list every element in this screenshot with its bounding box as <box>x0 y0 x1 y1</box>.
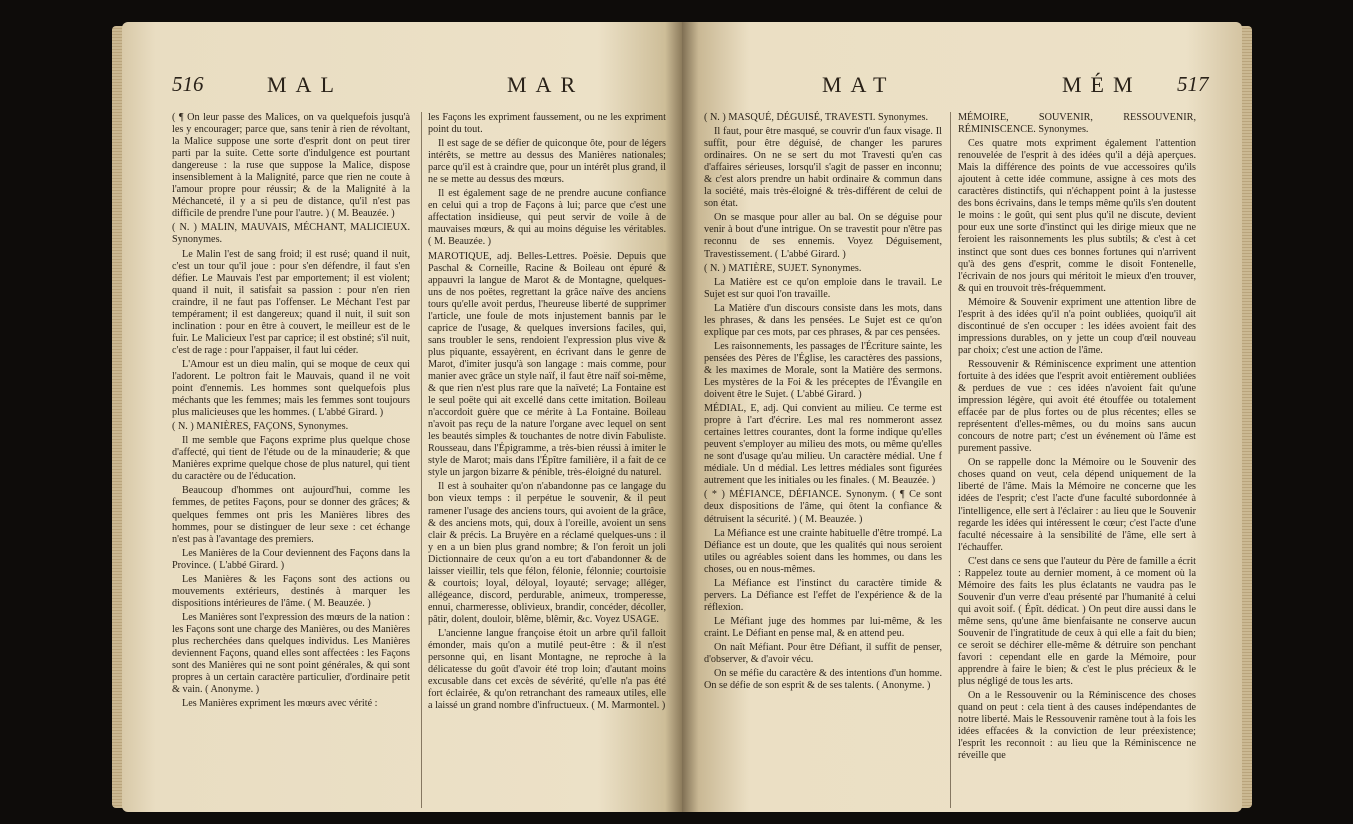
body-paragraph: C'est dans ce sens que l'auteur du Père de famille a écrit : Rappelez toute au dernier moment, à ce moment où la Mémoire des faits les plus éclatants ne vaudra pas le Souvenir d'un verre d'eau présenté par l'humanité à celui qui avoit soif. ( Épît. dédicat. ) On peut dire aussi dans le même sens, qu'une âme bienfaisante ne conserve aucun Souvenir de l'ingratitude de ceux à qui elle a fait du bien; ce seroit se déchirer elle-même & détruire son penchant favori : cependant elle en garde la Mémoire, pour apprendre à faire le bien; & c'est le plus précieux & le plus négligé de tous les arts. <box>958 555 1196 688</box>
column-rule <box>950 112 951 808</box>
entry-heading-paragraph: les Façons les expriment faussement, ou ne les expriment point du tout. <box>428 112 666 136</box>
page-number: 517 <box>1177 72 1209 96</box>
right-page-header <box>682 72 1242 108</box>
left-page-column-2 <box>428 112 666 714</box>
entry-heading-paragraph: ( N. ) MALIN, MAUVAIS, MÉCHANT, MALICIEUX. Synonymes. <box>172 222 410 246</box>
left-page-column-1 <box>172 112 410 712</box>
entry-heading-paragraph: MÉMOIRE, SOUVENIR, RESSOUVENIR, RÉMINISCENCE. Synonymes. <box>958 112 1196 136</box>
entry-heading-paragraph: ( N. ) MATIÈRE, SUJET. Synonymes. <box>704 262 862 274</box>
body-paragraph: Les Manières de la Cour deviennent des Façons dans la Province. ( L'abbé Girard. ) <box>172 547 410 571</box>
body-paragraph: On se masque pour aller au bal. On se déguise pour venir à bout d'une intrigue. On se travestit pour n'être pas reconnu de ses ennemis. Voyez Déguisement, Travestissement. ( L'abbé Girard. ) <box>704 212 942 260</box>
body-paragraph: L'Amour est un dieu malin, qui se moque de ceux qui l'adorent. Le poltron fait le Mauvais, quand il ne voit point d'ennemis. Les hommes sont quelquefois plus méchants que les femmes; mais les femmes sont toujours plus malicieuses que les hommes. ( L'abbé Girard. ) <box>172 358 410 419</box>
right-page-column-2 <box>958 112 1196 764</box>
body-paragraph: Beaucoup d'hommes ont aujourd'hui, comme les femmes, de petites Façons, pour se donner des grâces; & quelques femmes ont pris les Manières libres des hommes, pour se distinguer de leur sexe : cet échange n'est pas à l'avantage des premiers. <box>172 485 410 545</box>
body-paragraph: Ressouvenir & Réminiscence expriment une attention fortuite à des idées que l'esprit avoit entièrement oubliées & perdues de vue : ces idées n'avoient fait qu'une impression légère, qui avoit été étouffée ou totalement effacée par de plus fortes ou de plus récentes; elles se représentent d'elles-mêmes, ou du moins sans aucun concours de notre part; c'est un événement où l'âme est purement passive. <box>958 358 1196 455</box>
right-page <box>682 22 1242 812</box>
body-paragraph: Les Manières sont l'expression des mœurs de la nation : les Façons sont une charge des Manières, ou des Manières plus recherchées dans quelques individus. Les Manières deviennent Façons, quand elles sont affectées : les Façons sont des Manières qui ne sont point générales, & qui sont propres à un certain caractère particulier, d'ordinaire petit & vain. ( Anonyme. ) <box>172 611 410 696</box>
body-paragraph: Ces quatre mots expriment également l'attention renouvelée de l'esprit à des idées qu'il a déjà aperçues. Mais la différence des points de vue accessoires qu'ils ajoutent à cette idée commune, assigne à ces mots des caractères distinctifs, qui n'échappent point à la justesse des bons écrivains, dans le temps même qu'ils s'en doutent le moins : le goût, qui sent plus qu'il ne discute, devient pour eux une sorte d'instinct qui les dirige mieux que ne feroient les raisonnements les plus subtils; & c'est à cet instinct que sont dues ces bonnes fortunes qui n'arrivent qu'à des gens d'esprit, comme le disoit Fontenelle, l'écrivain de nos jours qui méritoit le mieux d'en trouver, & qui en trouvoit très-fréquemment. <box>958 138 1196 294</box>
entry-heading-paragraph: ( N. ) MANIÈRES, FAÇONS, Synonymes. <box>172 421 349 433</box>
body-paragraph: Le Méfiant juge des hommes par lui-même, & les craint. Le Défiant en pense mal, & en attend peu. <box>704 615 942 639</box>
body-paragraph: Les Manières & les Façons sont des actions ou mouvements extérieurs, destinés à marquer les dispositions intérieures de l'âme. ( M. Beauzée. ) <box>172 573 410 609</box>
running-head-right: MAR <box>507 72 585 97</box>
body-paragraph: L'ancienne langue françoise étoit un arbre qu'il falloit émonder, mais qu'on a mutilé peut-être : & il n'est personne qui, en lisant Montagne, ne reproche à la délicatesse du goût d'avoir été trop loin; d'autant moins excusable dans cet excès de sévérité, qu'elle n'a pas été fort éclairée, & qu'on retranchant des rameaux utiles, elle a laissé un grand nombre d'infructueux. ( M. Marmontel. ) <box>428 627 666 712</box>
body-paragraph: Il me semble que Façons exprime plus quelque chose d'affecté, qui tient de l'étude ou de la minauderie; & que Manières exprime quelque chose de plus naturel, qui tient du caractère ou de l'éducation. <box>172 435 410 483</box>
entry-heading-paragraph: ( N. ) MASQUÉ, DÉGUISÉ, TRAVESTI. Synonymes. <box>704 112 929 123</box>
right-page-column-1 <box>704 112 942 694</box>
page-number: 516 <box>172 72 204 96</box>
body-paragraph: Il faut, pour être masqué, se couvrir d'un faux visage. Il suffit, pour être déguisé, de changer les parures ordinaires. On ne se sert du mot Travesti qu'en cas d'affaires sérieuses, lorsqu'il s'agit de passer en inconnu; & c'est alors prendre un habit ordinaire & commun dans la société, mais très-éloigné & très-différent de celui de son état. <box>704 126 942 210</box>
running-head-left: MAL <box>267 72 343 97</box>
body-paragraph: Il est sage de se défier de quiconque ôte, pour de légers intérêts, se mettre au dessus des Manières nationales; parce qu'il est à craindre que, pour un intérêt plus grand, il ne se mette au dessus des mœurs. <box>428 138 666 186</box>
body-paragraph: On se rappelle donc la Mémoire ou le Souvenir des choses quand on veut, cela dépend uniquement de la liberté de l'âme. Mais la Mémoire ne concerne que les idées de l'esprit; c'est l'acte d'une faculté subordonnée à l'intelligence, elle sert à l'éclairer : au lieu que le Souvenir regarde les idées qui intéressent le cœur; c'est l'acte d'une faculté nécessaire à la sensibilité de l'âme, elle sert à l'échauffer. <box>958 457 1196 553</box>
running-head-left: MAT <box>822 72 896 97</box>
running-head-right: MÉM <box>1062 72 1142 97</box>
left-page-header <box>122 72 682 108</box>
column-rule <box>421 112 422 808</box>
body-paragraph: Il est également sage de ne prendre aucune confiance en celui qui a trop de Façons à lui; parce que c'est une affectation insidieuse, qui peut servir de voile à de mauvaises mœurs, & qui au moins déguise les véritables. ( M. Beauzée. ) <box>428 188 666 248</box>
body-paragraph: On naît Méfiant. Pour être Défiant, il suffit de penser, d'observer, & d'avoir vécu. <box>704 641 942 666</box>
body-paragraph: Les Manières expriment les mœurs avec vérité : <box>182 698 378 710</box>
body-paragraph: On a le Ressouvenir ou la Réminiscence des choses quand on peut : cela tient à des causes indépendantes de notre liberté. Mais le Ressouvenir ramène tout à la fois les idées effacées & la conviction de leur préexistence; l'esprit les reconnoit : au lieu que la Réminiscence ne réveille que <box>958 690 1196 762</box>
left-page <box>122 22 682 812</box>
body-paragraph: Les raisonnements, les passages de l'Écriture sainte, les pensées des Pères de l'Église, les caractères des passions, & les maximes de Morale, sont la Matière des sermons. Les mystères de la Foi & les préceptes de l'Évangile en doivent être le Sujet. ( L'abbé Girard. ) <box>704 340 942 401</box>
entry-heading-paragraph: ( * ) MÉFIANCE, DÉFIANCE. Synonym. ( ¶ Ce sont deux dispositions de l'âme, qui ôtent la confiance & détruisent la sécurité. ) ( M. Beauzée. ) <box>704 489 942 525</box>
body-paragraph: Il est à souhaiter qu'on n'abandonne pas ce langage du bon vieux temps : il perpétue le souvenir, & il peut ramener l'usage des anciens tours, qui avoient de la grâce, & des anciens mots, qui, doux à l'oreille, avoient un sens clair & précis. La Bruyère en a réclamé quelques-uns : il y en a un bien plus grand nombre; & l'on feroit un joli Dictionnaire de ceux qu'on a eu tort d'abandonner & de laisser vieillir, tels que félon, félonie, félonnie; courtoisie & courtois; loyal, déloyal, loyauté; servage; alléger, allégeance, discord, perdurable, animeux, tromperesse, ennui, charmeresse, oblivieux, brandir, concéder, décoller, pâtir, dolent, douloir, blême, blêmir, &c. Voyez USAGE. <box>428 481 666 625</box>
body-paragraph: On se méfie du caractère & des intentions d'un homme. On se défie de son esprit & de ses talents. ( Anonyme. ) <box>704 668 942 692</box>
entry-heading-paragraph: ( ¶ On leur passe des Malices, on va quelquefois jusqu'à les y encourager; parce que, sans tenir à rien de révoltant, la Malice suppose une sorte d'esprit dont on peut tirer parti par la suite. Cette sorte d'indulgence est pourtant dangereuse : la ruse que suppose la Malice, dispose insensiblement à la Malignité, parce que rien ne coute à l'amour propre pour réussir; & de la Malignité à la Méchanceté, il y a si peu de distance, qu'il n'est pas difficile de prendre l'une pour l'autre. ) ( M. Beauzée. ) <box>172 112 410 220</box>
body-paragraph: Mémoire & Souvenir expriment une attention libre de l'esprit à des idées qu'il n'a point oubliées, quoiqu'il ait discontinué de s'en occuper : les idées avoient fait des impressions durables, on y jette un coup d'œil nouveau par choix; c'est une action de l'âme. <box>958 296 1196 356</box>
body-paragraph: Le Malin l'est de sang froid; il est rusé; quand il nuit, c'est un tour qu'il joue : pour s'en défendre, il faut s'en défier. Le Mauvais l'est par emportement; il est violent; quand il nuit, il satisfait sa passion : pour n'en rien craindre, il ne faut pas l'offenser. Le Méchant l'est par tempérament; il est dangereux; quand il nuit, il suit son inclination : pour en être à couvert, le meilleur est de le fuir. Le Malicieux l'est par caprice; il est obstiné; s'il nuit, c'est de rage : pour l'appaiser, il faut lui céder. <box>172 248 410 356</box>
body-paragraph: La Méfiance est une crainte habituelle d'être trompé. La Défiance est un doute, que les qualités qui nous seroient utiles ou agréables soient dans les hommes, ou dans les choses, ou en nous-mêmes. <box>704 527 942 575</box>
entry-heading-paragraph: MAROTIQUE, adj. Belles-Lettres. Poësie. Depuis que Paschal & Corneille, Racine & Boileau ont épuré & appauvri la langue de Marot & de Montagne, quelques-uns de nos poëtes, regrettant la grâce naïve des anciens tours qu'elle avoit perdus, l'heureuse liberté de supprimer l'article, une foule de mots injustement bannis par le caprice de l'usage, & quelques inversions faciles, qui, sans troubler le sens, rendoient l'expression plus vive & plus piquante, essayèrent, en écrivant dans le genre de Marot, d'imiter jusqu'à son langage : mais comme, pour manier avec grâce un style naïf, il faut être naïf soi-même, & que rien n'est plus rare que la naïveté; La Fontaine est le seul poëte qui ait excellé dans cette imitation. Boileau n'accordoit guère que ce mérite à La Fontaine. Boileau n'avoit pas reçu de la nature l'organe avec lequel on sent les beautés simples & touchantes de notre divin Fabuliste. Rousseau, dans l'Épigramme, a très-bien réussi à imiter le style de Marot; mais dans l'Épître familière, il a fait de ce style un jargon bizarre & pénible, très-éloigné du naturel. <box>428 250 666 479</box>
body-paragraph: La Matière d'un discours consiste dans les mots, dans les phrases, & dans les pensées. Le Sujet est ce qu'on explique par ces mots, par ces phrases, & par ces pensées. <box>704 302 942 338</box>
body-paragraph: La Matière est ce qu'on emploie dans le travail. Le Sujet est sur quoi l'on travaille. <box>704 276 942 300</box>
body-paragraph: La Méfiance est l'instinct du caractère timide & pervers. La Défiance est l'effet de l'expérience & de la réflexion. <box>704 577 942 613</box>
entry-heading-paragraph: MÉDIAL, E, adj. Qui convient au milieu. Ce terme est propre à l'art d'écrire. Les mal res nommeront assez certaines lettres courantes, dont la forme indique qu'elles peuvent s'employer au milieu des mots, ou même qu'elles ne sont d'usage qu'au milieu. Un caractère médial. Une f médiale. Un d médial. Les lettres médiales sont figurées autrement que les initiales ou les finales. ( M. Beauzée. ) <box>704 403 942 487</box>
